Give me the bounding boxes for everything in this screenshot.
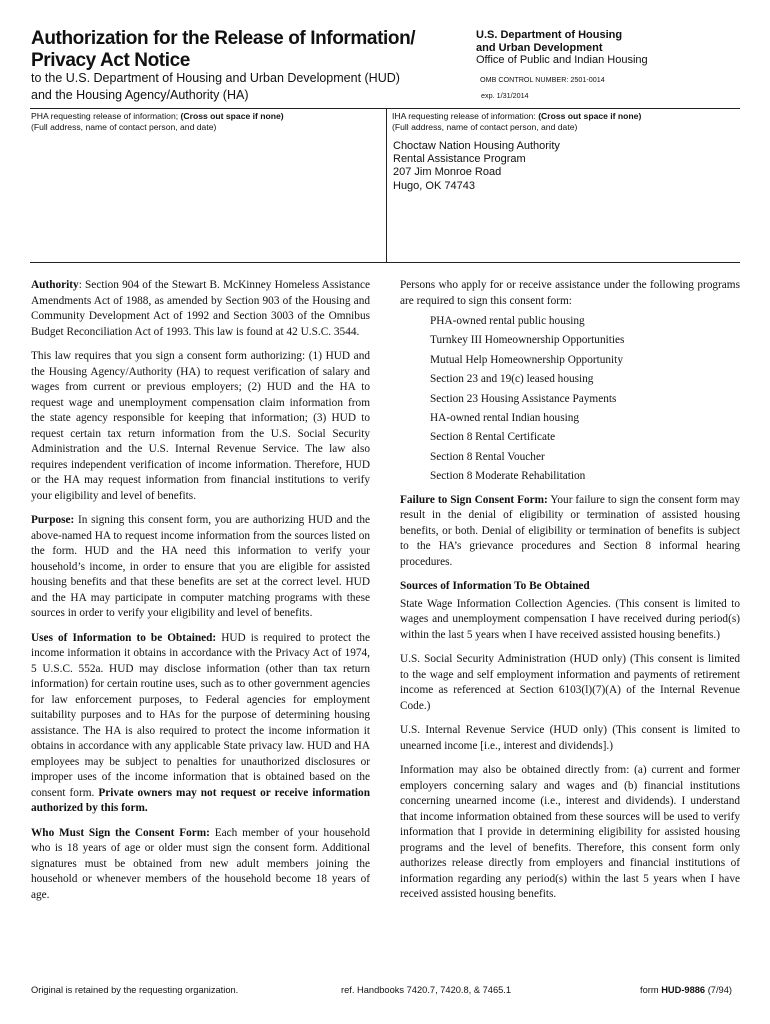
- uses-paragraph: Uses of Information to be Obtained: HUD is required to protect the income information it obtains in accordance with the Privacy Act of 1974, 5 U.S.C. 552a. HUD may disclose information (other than tax return information) for certain routine uses, such as to other government agencies for law enforcement purposes, to Federal agencies for employment suitability purposes and to HAs for the purpose of determining housing assistance. The HA is also required to protect the income information it obtains in accordance with any applicable State privacy law. HUD and HA employees may be subject to penalties for unauthorized disclosures or improper uses of the income information that is obtained based on the consent form. Private owners may not request or receive information authorized by this form.: [31, 631, 370, 814]
- agency-line-2: and Urban Development: [476, 41, 603, 54]
- title-line-2: Privacy Act Notice: [31, 50, 190, 71]
- list-item: PHA-owned rental public housing: [430, 315, 585, 327]
- iha-request-box[interactable]: [392, 111, 742, 133]
- form-subtitle: [31, 70, 471, 104]
- form-title: [31, 28, 451, 72]
- address-line: Rental Assistance Program: [393, 153, 526, 166]
- failure-paragraph: Failure to Sign Consent Form: Your failure to sign the consent form may result in the denial of eligibility or termination of assisted housing benefits, or both. Denial of eligibility or termination of benefits is subject to the HA’s grievance procedures and Section 8 informal hearing procedures.: [400, 493, 740, 568]
- agency-block: [476, 29, 756, 67]
- list-item: Turnkey III Homeownership Opportunities: [430, 334, 625, 347]
- law-paragraph: This law requires that you sign a consent form authorizing: (1) HUD and the Housing Agency/Authority (HA) to request verification of salary and wages from current or previous employers; (2) HUD and the HA to request wage and unemployment compensation claim information from the state agency responsible for keeping that information; (3) HUD to request certain tax return information from the U.S. Social Security Administration and the U.S. Internal Revenue Service. The law also requires independent verification of income information. Therefore, HUD or the HA may request information from financial institutions to verify your eligibility and level of benefits.: [31, 350, 370, 502]
- agency-line-1: U.S. Department of Housing: [476, 29, 623, 41]
- expiration-date: exp. 1/31/2014: [481, 91, 529, 100]
- middle-divider: [30, 262, 740, 263]
- programs-intro: Persons who apply for or receive assistance under the following programs are required to sign this consent form:: [400, 279, 740, 307]
- address-line: 207 Jim Monroe Road: [393, 166, 502, 179]
- right-column: [400, 278, 740, 912]
- sources-heading: Sources of Information To Be Obtained: [400, 580, 590, 593]
- footer-form-number: form HUD-9886 (7/94): [640, 985, 732, 995]
- top-divider: [30, 108, 740, 109]
- title-line-1: Authorization for the Release of Information/: [31, 28, 416, 49]
- sources-state-paragraph: State Wage Information Collection Agencies. (This consent is limited to wages and unemployment compensation I have received during period(s) within the last 5 years when I have received assisted housing benefits.): [400, 597, 740, 641]
- list-item: Mutual Help Homeownership Opportunity: [430, 353, 623, 366]
- who-must-sign-paragraph: Who Must Sign the Consent Form: Each member of your household who is 18 years of age or older must sign the consent form. Additional signatures must be obtained from new adult members joining the household or whenever members of the household become 18 years of age.: [31, 826, 370, 901]
- pha-request-box[interactable]: [31, 111, 381, 133]
- pha-box-sublabel: (Full address, name of contact person, and date): [31, 122, 217, 132]
- programs-list: [430, 312, 740, 487]
- iha-box-sublabel: (Full address, name of contact person, and date): [392, 122, 578, 132]
- list-item: Section 8 Moderate Rehabilitation: [430, 470, 586, 483]
- footer-handbook-ref: ref. Handbooks 7420.7, 7420.8, & 7465.1: [341, 985, 512, 995]
- who-must-sign-heading: Who Must Sign the Consent Form:: [31, 826, 210, 839]
- purpose-paragraph: Purpose: In signing this consent form, you are authorizing HUD and the above-named HA to request income information from the sources listed on the form. HUD and the HA need this information to verify your household’s income, in order to ensure that you are eligible for assisted housing benefits and that these benefits are set at the correct level. HUD and the HA may participate in computer matching programs with these sources in order to verify your eligibility and level of benefits.: [31, 514, 370, 619]
- iha-address: [393, 140, 560, 193]
- subtitle-line-2: and the Housing Agency/Authority (HA): [31, 88, 249, 102]
- address-line: Hugo, OK 74743: [393, 179, 475, 192]
- uses-heading: Uses of Information to be Obtained:: [31, 631, 217, 644]
- pha-box-label: PHA requesting release of information; (Cross out space if none): [31, 111, 284, 121]
- failure-heading: Failure to Sign Consent Form:: [400, 493, 548, 506]
- subtitle-line-1: to the U.S. Department of Housing and Urban Development (HUD): [31, 71, 400, 85]
- list-item: Section 8 Rental Certificate: [430, 431, 556, 444]
- sources-irs-paragraph: U.S. Internal Revenue Service (HUD only) (This consent is limited to unearned income [i.e., interest and dividends].): [400, 724, 740, 752]
- authority-paragraph: Authority: Section 904 of the Stewart B. McKinney Homeless Assistance Amendments Act of 1988, as amended by Section 903 of the Housing and Community Development Act of 1992 and Section 3003 of the Omnibus Budget Reconciliation Act of 1993. This law is found at 42 U.S.C. 3544.: [31, 279, 370, 338]
- omb-control-number: OMB CONTROL NUMBER: 2501-0014: [480, 75, 605, 84]
- iha-box-label: IHA requesting release of information: (Cross out space if none): [392, 111, 642, 121]
- list-item: Section 23 Housing Assistance Payments: [430, 392, 617, 405]
- list-item: Section 8 Rental Voucher: [430, 450, 545, 463]
- footer-retention-note: Original is retained by the requesting organization.: [31, 985, 239, 995]
- authority-heading: Authority: [31, 279, 79, 291]
- sources-direct-paragraph: Information may also be obtained directly from: (a) current and former employers concerning salary and wages and (b) financial institutions concerning unearned income (i.e., interest and dividends). I understand that income information obtained from these sources will be used to verify information that I provide in determining eligibility for assisted housing programs and the level of benefits. Therefore, this consent form only authorizes release directly from employers and financial institutions of information regarding any period(s) within the last 5 years when I have received assisted housing benefits.: [400, 764, 740, 901]
- box-divider: [386, 109, 387, 263]
- list-item: HA-owned rental Indian housing: [430, 412, 580, 425]
- address-line: Choctaw Nation Housing Authority: [393, 140, 560, 152]
- list-item: Section 23 and 19(c) leased housing: [430, 373, 594, 386]
- sources-ssa-paragraph: U.S. Social Security Administration (HUD only) (This consent is limited to the wage and self employment information and payments of retirement income as referenced at Section 6103(l)(7)(A) of the Internal Revenue Code.): [400, 653, 740, 712]
- agency-line-3: Office of Public and Indian Housing: [476, 54, 648, 66]
- left-column: [31, 278, 370, 912]
- purpose-heading: Purpose:: [31, 514, 75, 526]
